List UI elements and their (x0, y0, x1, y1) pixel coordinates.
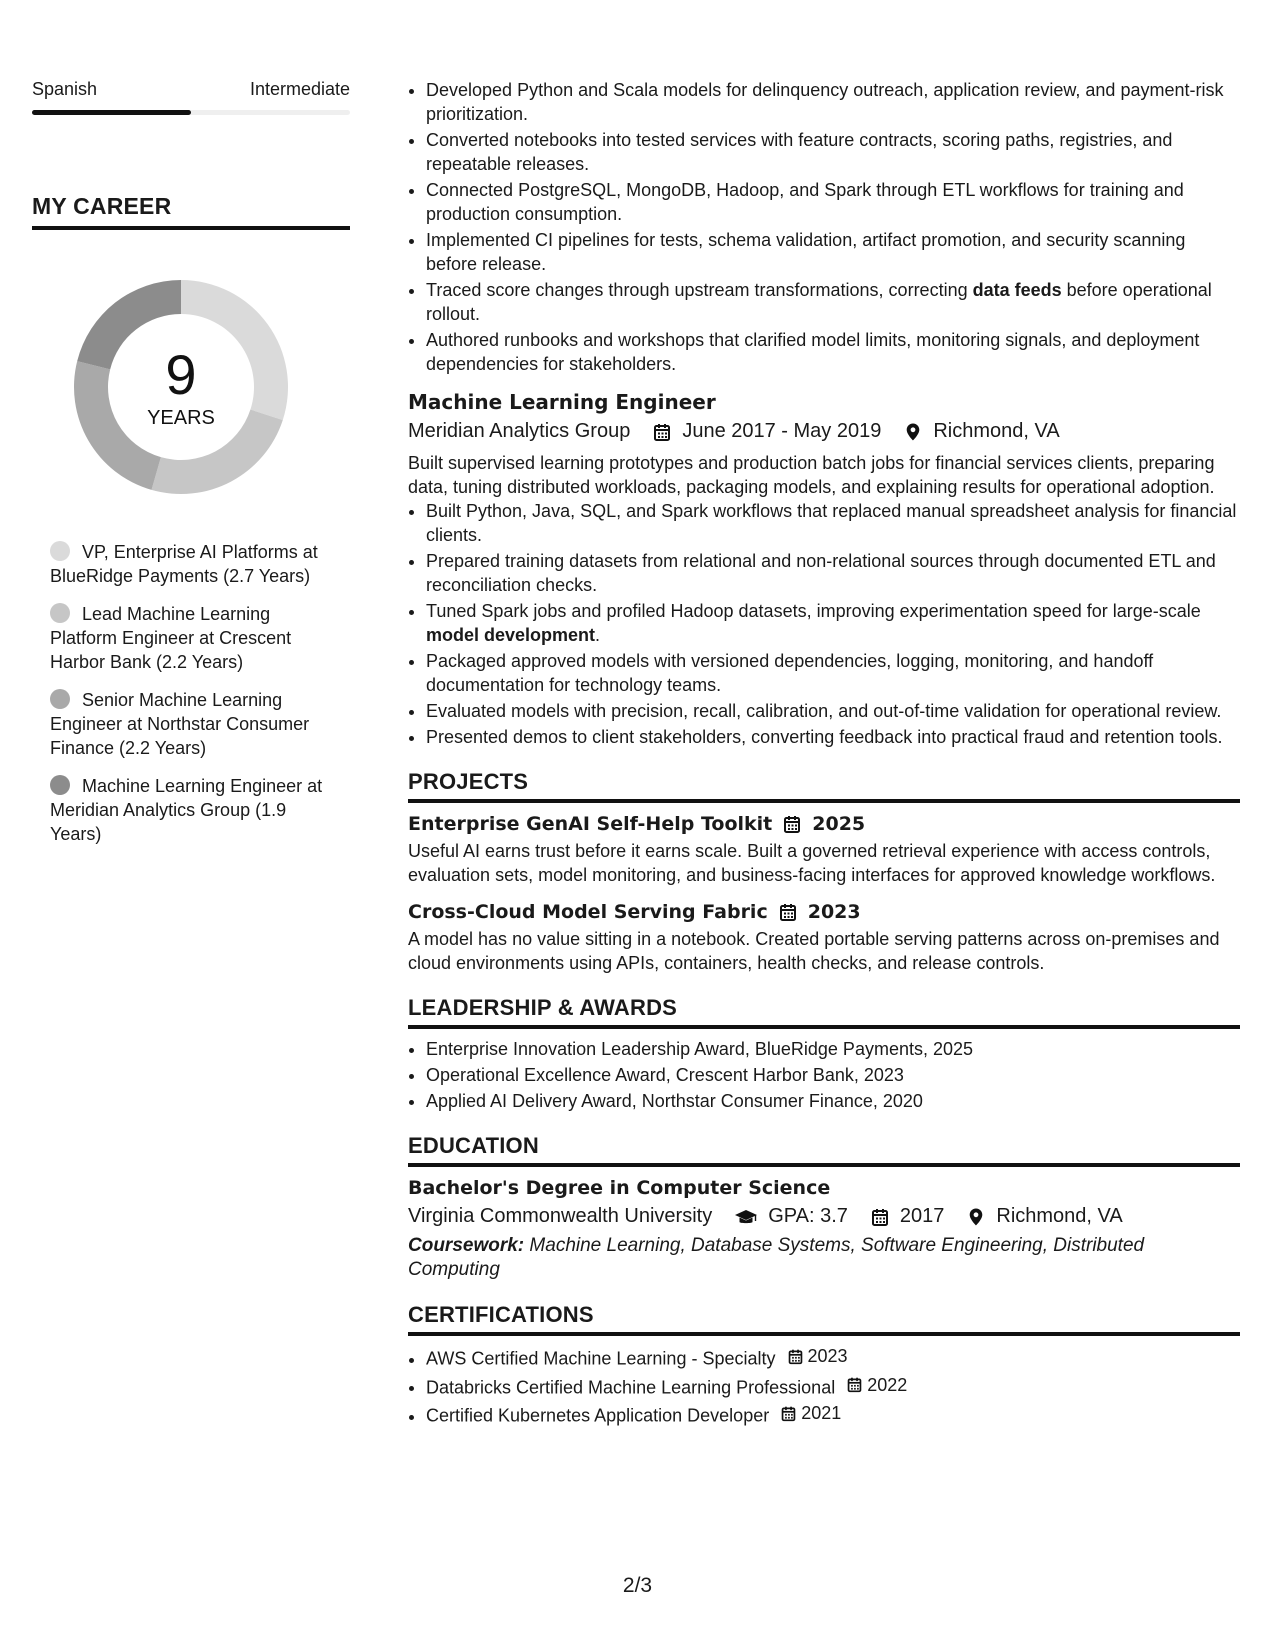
certifications-heading: CERTIFICATIONS (408, 1302, 1240, 1336)
education-heading: EDUCATION (408, 1133, 1240, 1167)
bullet-text: Traced score changes through upstream transformations, correcting (426, 280, 973, 300)
bullet (426, 178, 1240, 226)
job-company-wrap (408, 420, 630, 443)
total-years: 9 (165, 342, 197, 406)
degree: Bachelor's Degree in Computer Science (408, 1177, 831, 1199)
bullet-text: Converted notebooks into tested services with feature contracts, scoring paths, registries, and repeatable releases. (426, 130, 1173, 174)
bullet-text: Tuned Spark jobs and profiled Hadoop datasets, improving experimentation speed for large-scale (426, 601, 1201, 621)
awards-list (408, 1037, 1240, 1113)
career-donut-chart (66, 272, 296, 502)
language-proficiency-fill (32, 110, 191, 115)
education-year-wrap (870, 1205, 945, 1228)
bullet (426, 328, 1240, 376)
bullet-bold-text: model development (426, 625, 596, 645)
calendar-icon (870, 1207, 890, 1227)
language-level: Intermediate (249, 79, 350, 99)
bullet-text: Presented demos to client stakeholders, converting feedback into practical fraud and retention tools. (426, 727, 1223, 747)
legend-label: Machine Learning Engineer at Meridian Analytics Group (1.9 Years) (50, 776, 323, 844)
donut-center (66, 272, 296, 502)
bullet-bold-text: data feeds (972, 280, 1062, 300)
bullet (426, 699, 1240, 723)
legend-dot (50, 689, 70, 709)
project-name: Enterprise GenAI Self-Help Toolkit (408, 813, 773, 835)
calendar-icon (782, 814, 802, 834)
gpa: GPA: 3.7 (768, 1205, 848, 1227)
cert-year-wrap (780, 1401, 841, 1425)
page-number: 2/3 (622, 1574, 653, 1597)
previous-job-bullets (408, 78, 1240, 376)
calendar-icon (846, 1376, 863, 1393)
award-item: • Operational Excellence Award, Crescent Harbor Bank, 2023 (426, 1063, 1240, 1087)
cert-item (426, 1344, 1240, 1371)
bullet (426, 725, 1240, 749)
cert-year: 2022 (867, 1374, 908, 1395)
education-location-wrap (966, 1205, 1122, 1228)
projects-heading: PROJECTS (408, 769, 1240, 803)
legend-dot (50, 775, 70, 795)
cert-year: 2023 (807, 1346, 848, 1366)
awards-heading: LEADERSHIP & AWARDS (408, 995, 1240, 1029)
language-proficiency-bar (32, 110, 350, 115)
project-name: Cross-Cloud Model Serving Fabric (408, 901, 768, 923)
bullet (426, 128, 1240, 176)
graduation-cap-icon (734, 1207, 758, 1227)
location-pin-icon (966, 1207, 986, 1227)
bullet (426, 78, 1240, 126)
certifications-list (408, 1344, 1240, 1428)
coursework (408, 1234, 1240, 1282)
bullet-text: Prepared training datasets from relational and non-relational sources through documented ETL and reconciliation checks. (426, 551, 1216, 595)
cert-item (426, 1373, 1240, 1400)
job-meta (408, 420, 1240, 443)
location-pin-icon (903, 422, 923, 442)
project-header (408, 813, 1240, 835)
bullet (426, 228, 1240, 276)
cert-name: Databricks Certified Machine Learning Professional (426, 1377, 836, 1397)
coursework-list: Machine Learning, Database Systems, Software Engineering, Distributed Computing (408, 1235, 1145, 1280)
job-location-wrap (903, 420, 1059, 443)
legend-label: Senior Machine Learning Engineer at Northstar Consumer Finance (2.2 Years) (50, 690, 310, 758)
job-title: Machine Learning Engineer (408, 390, 716, 414)
legend-item (50, 602, 330, 674)
bullet-text: Authored runbooks and workshops that clarified model limits, monitoring signals, and deployment dependencies for stakeholders. (426, 330, 1200, 374)
cert-item (426, 1401, 1240, 1428)
education-location: Richmond, VA (996, 1205, 1123, 1227)
calendar-icon (780, 1405, 797, 1422)
bullet-text: Packaged approved models with versioned dependencies, logging, monitoring, and handoff documentation for technology teams. (426, 651, 1154, 695)
school-wrap (408, 1205, 712, 1228)
job-dates-wrap (652, 420, 881, 443)
job-company: Meridian Analytics Group (408, 420, 631, 442)
calendar-icon (778, 902, 798, 922)
project-header (408, 901, 1240, 923)
legend-dot (50, 541, 70, 561)
job-dates: June 2017 - May 2019 (682, 420, 882, 442)
cert-year: 2021 (801, 1403, 842, 1423)
bullet-text: . (595, 625, 601, 645)
legend-item (50, 774, 330, 846)
award-item: • Enterprise Innovation Leadership Award, BlueRidge Payments, 2025 (426, 1037, 1240, 1061)
project-description: A model has no value sitting in a notebook. Created portable serving patterns across on-premises and cloud environments using APIs, containers, health checks, and release controls. (408, 929, 1220, 973)
bullet (426, 549, 1240, 597)
language-name: Spanish (32, 79, 98, 99)
main-content (408, 78, 1240, 1430)
legend-label: VP, Enterprise AI Platforms at BlueRidge Payments (2.7 Years) (50, 542, 318, 586)
legend-item (50, 688, 330, 760)
job-location: Richmond, VA (933, 420, 1060, 442)
cert-year-wrap (846, 1373, 907, 1397)
bullet-text: Developed Python and Scala models for delinquency outreach, application review, and payment-risk prioritization. (426, 80, 1224, 124)
calendar-icon (652, 422, 672, 442)
education-year: 2017 (899, 1205, 945, 1227)
coursework-label: Coursework: (408, 1235, 525, 1256)
cert-name: AWS Certified Machine Learning - Specialty (426, 1348, 776, 1369)
education-meta (408, 1205, 1240, 1228)
calendar-icon (787, 1348, 804, 1365)
project-description: Useful AI earns trust before it earns scale. Built a governed retrieval experience with access controls, evaluation sets, model monitoring, and business-facing interfaces for approved knowledge workflows. (408, 841, 1216, 885)
project-year: 2025 (812, 813, 866, 835)
bullet-text: Implemented CI pipelines for tests, schema validation, artifact promotion, and security scanning before release. (426, 230, 1186, 274)
cert-year-wrap (787, 1344, 848, 1368)
language-row (32, 78, 350, 100)
job-bullets (408, 499, 1240, 749)
project-year: 2023 (807, 901, 861, 923)
years-label: YEARS (147, 406, 215, 429)
legend-label: Lead Machine Learning Platform Engineer at Crescent Harbor Bank (2.2 Years) (50, 604, 292, 672)
gpa-wrap (734, 1205, 848, 1228)
bullet-text: Connected PostgreSQL, MongoDB, Hadoop, and Spark through ETL workflows for training and production consumption. (426, 180, 1184, 224)
career-heading: MY CAREER (32, 193, 350, 230)
school: Virginia Commonwealth University (408, 1205, 713, 1227)
cert-name: Certified Kubernetes Application Developer (426, 1405, 770, 1426)
legend-dot (50, 603, 70, 623)
career-legend (50, 540, 330, 846)
job-summary: Built supervised learning prototypes and production batch jobs for financial services clients, preparing data, tuning distributed workloads, packaging models, and explaining results for operational adoption. (408, 453, 1215, 497)
bullet (426, 649, 1240, 697)
legend-item (50, 540, 330, 588)
award-item: • Applied AI Delivery Award, Northstar Consumer Finance, 2020 (426, 1089, 1240, 1113)
bullet (426, 278, 1240, 326)
bullet-text: Evaluated models with precision, recall, calibration, and out-of-time validation for operational review. (426, 701, 1222, 721)
sidebar (32, 78, 350, 860)
bullet-text: Built Python, Java, SQL, and Spark workflows that replaced manual spreadsheet analysis for financial clients. (426, 501, 1237, 545)
bullet-text: before operational rollout. (426, 280, 1212, 324)
bullet (426, 599, 1240, 647)
bullet (426, 499, 1240, 547)
